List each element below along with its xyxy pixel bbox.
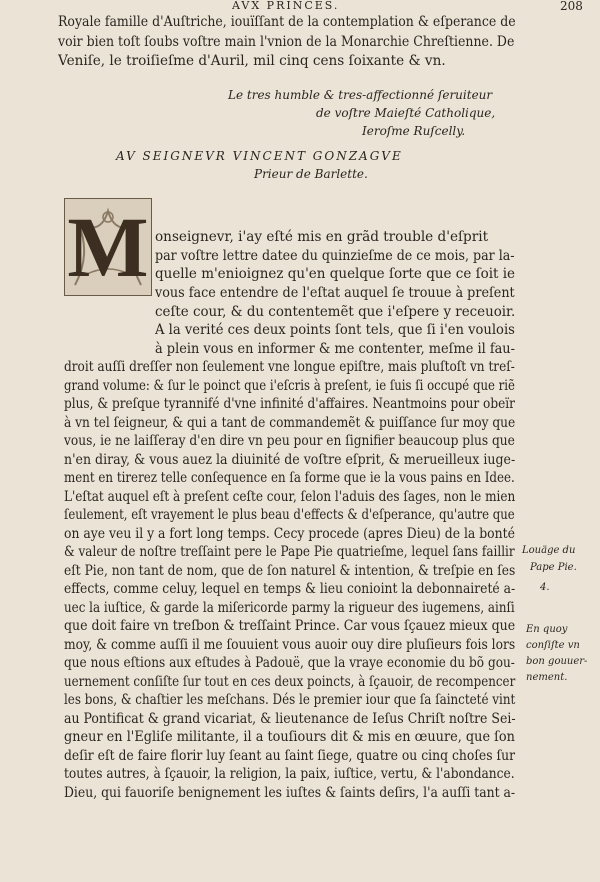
signature-line: de voſtre Maieſté Catholique,: [316, 106, 496, 120]
signature-name: Ieroſme Ruſcelly.: [362, 124, 466, 138]
text-line: plus, & preſque tyrannifé d'vne infinité d'affaires. Neantmoins pour obeïr: [64, 396, 515, 412]
page-number: 208: [560, 0, 583, 13]
text-line: eſt Pie, non tant de nom, que de ſon naturel & intention, & treſpie en ſes: [64, 563, 516, 579]
text-line: ment en tirerez telle conſequence en ſa forme que ie la vous pains en Idee.: [64, 470, 515, 486]
text-line: quelle m'enioignez qu'en quelque ſorte que ce ſoit ie: [155, 266, 516, 282]
text-line: Royale famille d'Auſtriche, iouïſſant de la contemplation & eſperance de: [58, 14, 516, 30]
margin-note: Pape Pie.: [530, 562, 577, 573]
margin-note: conſiſte vn: [526, 640, 580, 651]
text-line: par voſtre lettre datee du quinzieſme de ce mois, par la-: [155, 248, 515, 264]
text-line: Veniſe, le troiſieſme d'Auril, mil cinq cens ſoixante & vn.: [58, 53, 446, 69]
text-line: deſir eſt de faire florir luy ſeant au ſaint ſiege, quatre ou cinq choſes ſur: [64, 748, 516, 764]
text-line: que nous eſtions aux eſtudes à Padouë, que la vraye economie du bõ gou-: [64, 655, 515, 671]
text-line: Dieu, qui fauoriſe benignement les iuſtes & ſaints deſirs, l'a auſſi tant a-: [64, 785, 516, 801]
decorated-initial: [64, 198, 152, 296]
text-line: on aye veu il y a fort long temps. Cecy procede (apres Dieu) de la bonté: [64, 526, 515, 542]
text-line: à vn tel ſeigneur, & qui a tant de commandemẽt & puiſſance ſur moy que: [64, 415, 516, 431]
text-line: au Pontificat & grand vicariat, & lieutenance de Ieſus Chriſt noſtre Sei-: [64, 711, 516, 727]
text-line: à plein vous en informer & me contenter, meſme il fau-: [155, 341, 515, 357]
running-title: AVX PRINCES.: [232, 0, 340, 12]
text-line: voir bien toſt ſoubs voſtre main l'vnion de la Monarchie Chreſtienne. De: [58, 34, 515, 50]
text-line: effects, comme celuy, lequel en temps & lieu conioint la debonnaireté a-: [64, 581, 516, 597]
signature-line: Le tres humble & tres-affectionné ſeruiteur: [228, 88, 493, 102]
text-line: droit auſſi dreſſer non ſeulement vne longue epiſtre, mais pluſtoſt vn treſ-: [64, 359, 515, 375]
text-line: & valeur de noſtre treſſaint pere le Pape Pie quatrieſme, lequel ſans faillir: [64, 544, 515, 560]
text-line: ceſte cour, & du contentemẽt que i'eſpere y receuoir.: [155, 304, 516, 320]
text-line: vous face entendre de l'eſtat auquel ſe trouue à preſent: [155, 285, 515, 301]
text-line: les bons, & chaſtier les meſchans. Dés le premier iour que ſa ſaincteté vint: [64, 692, 516, 708]
text-line: grand volume: & ſur le poinct que i'eſcris à preſent, ie ſuis ſi occupé que riẽ: [64, 378, 515, 394]
text-line: ſeulement, eſt vrayement le plus beau d'effects & d'eſperance, qu'autre que: [64, 507, 515, 523]
text-line: gneur en l'Egliſe militante, il a touſiours dit & mis en œuure, que ſon: [64, 729, 515, 745]
text-line: uec la iuſtice, & garde la miſericorde parmy la rigueur des iugemens, ainſi: [64, 600, 515, 616]
page-header: [0, 0, 600, 14]
text-line: n'en diray, & vous auez la diuinité de voſtre eſprit, & merueilleux iuge-: [64, 452, 516, 468]
text-line: moy, & comme auſſi il me ſouuient vous auoir ouy dire pluſieurs fois lors: [64, 637, 516, 653]
margin-note: bon gouuer-: [526, 656, 588, 667]
text-line: L'eſtat auquel eſt à preſent ceſte cour, ſelon l'aduis des ſages, non le mien: [64, 489, 516, 505]
text-line: uernement conſiſte ſur tout en ces deux poincts, à ſçauoir, de recompencer: [64, 674, 516, 690]
margin-note: nement.: [526, 672, 568, 683]
text-line: onseignevr, i'ay eſté mis en grãd trouble d'eſprit: [155, 229, 489, 245]
margin-note: Louäge du: [522, 545, 576, 556]
initial-letter: M: [67, 199, 149, 295]
margin-note: En quoy: [526, 624, 568, 635]
text-line: que doit faire vn treſbon & treſſaint Prince. Car vous ſçauez mieux que: [64, 618, 516, 634]
text-line: toutes autres, à ſçauoir, la religion, la paix, iuſtice, vertu, & l'abondance.: [64, 766, 515, 782]
margin-number: 4.: [540, 582, 550, 593]
address-title: AV SEIGNEVR VINCENT GONZAGVE: [116, 149, 403, 163]
text-line: A la verité ces deux points ſont tels, que ſi i'en voulois: [155, 322, 515, 338]
text-line: vous, ie ne laiſſeray d'en dire vn peu pour en ſignifier beaucoup plus que: [64, 433, 515, 449]
address-subtitle: Prieur de Barlette.: [254, 167, 368, 181]
